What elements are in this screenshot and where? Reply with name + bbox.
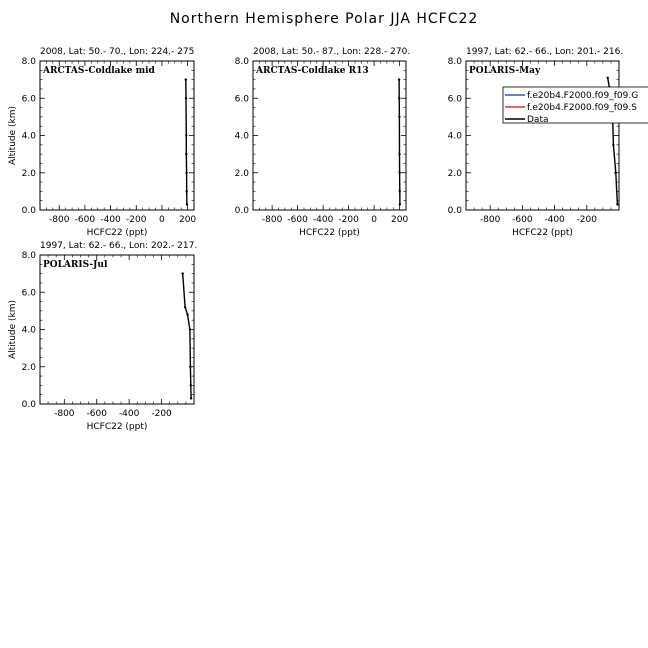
y-tick-label: 6.0 bbox=[234, 94, 249, 105]
y-tick-label: 0.0 bbox=[21, 400, 36, 410]
y-axis-label: Altitude (km) bbox=[8, 299, 18, 360]
chart-panel-1 bbox=[8, 47, 196, 238]
data-point bbox=[189, 366, 191, 368]
y-tick-label: 8.0 bbox=[21, 251, 36, 261]
y-tick-label: 6.0 bbox=[447, 94, 462, 105]
x-tick-label: -400 bbox=[118, 409, 140, 419]
legend bbox=[503, 87, 648, 125]
x-tick-label: -600 bbox=[287, 215, 308, 225]
y-tick-label: 8.0 bbox=[234, 57, 249, 67]
y-tick-label: 4.0 bbox=[21, 131, 36, 142]
plot-frame bbox=[466, 61, 619, 210]
legend-label: Data bbox=[527, 115, 549, 125]
x-tick-label: -600 bbox=[74, 215, 96, 225]
x-tick-label: -600 bbox=[512, 215, 533, 225]
x-tick-label: 0 bbox=[159, 215, 165, 225]
y-axis-label: Altitude (km) bbox=[8, 105, 18, 166]
y-tick-label: 4.0 bbox=[447, 131, 462, 142]
data-point bbox=[398, 153, 400, 155]
x-tick-label: -400 bbox=[312, 215, 334, 225]
x-axis-label: HCFC22 (ppt) bbox=[512, 228, 573, 238]
data-point bbox=[398, 97, 400, 99]
x-tick-label: -800 bbox=[54, 409, 75, 419]
y-tick-label: 2.0 bbox=[21, 362, 36, 373]
campaign-label: POLARIS-Jul bbox=[43, 260, 108, 270]
x-tick-label: -400 bbox=[100, 215, 121, 225]
data-point bbox=[607, 77, 609, 79]
panel-header: 1997, Lat: 62.- 66., Lon: 201.- 216. bbox=[466, 47, 624, 57]
data-point bbox=[184, 306, 186, 308]
x-tick-label: 0 bbox=[371, 215, 377, 225]
data-point bbox=[612, 144, 614, 146]
y-tick-label: 0.0 bbox=[234, 206, 249, 216]
data-point bbox=[190, 384, 192, 386]
y-tick-label: 6.0 bbox=[21, 288, 36, 299]
x-tick-label: -800 bbox=[261, 215, 283, 225]
legend-label: f.e20b4.F2000.f09_f09.S bbox=[527, 103, 637, 113]
y-tick-label: 4.0 bbox=[21, 325, 36, 336]
y-tick-label: 2.0 bbox=[21, 168, 36, 179]
y-tick-label: 8.0 bbox=[21, 57, 36, 67]
data-point bbox=[186, 313, 188, 315]
y-tick-label: 2.0 bbox=[234, 168, 249, 179]
plot-frame bbox=[40, 61, 194, 210]
campaign-label: ARCTAS-Coldlake R13 bbox=[256, 66, 369, 76]
panel-header: 1997, Lat: 62.- 66., Lon: 202.- 217. bbox=[40, 241, 198, 251]
data-point bbox=[399, 203, 401, 205]
data-point bbox=[398, 78, 400, 80]
y-tick-label: 6.0 bbox=[21, 94, 36, 105]
data-point bbox=[185, 190, 187, 192]
y-tick-label: 0.0 bbox=[21, 206, 36, 216]
data-point bbox=[181, 272, 183, 274]
x-tick-label: 200 bbox=[391, 215, 409, 225]
chart-panel-3 bbox=[448, 47, 624, 238]
x-tick-label: -800 bbox=[49, 215, 70, 225]
data-point bbox=[398, 116, 400, 118]
x-tick-label: -600 bbox=[86, 409, 107, 419]
x-tick-label: -200 bbox=[576, 215, 598, 225]
data-point bbox=[398, 172, 400, 174]
campaign-label: POLARIS-May bbox=[469, 66, 541, 76]
x-tick-label: -200 bbox=[338, 215, 359, 225]
x-tick-label: -200 bbox=[126, 215, 147, 225]
data-point bbox=[185, 97, 187, 99]
legend-label: f.e20b4.F2000.f09_f09.G bbox=[527, 91, 639, 101]
y-tick-label: 8.0 bbox=[447, 57, 462, 67]
x-axis-label: HCFC22 (ppt) bbox=[299, 228, 360, 238]
data-point bbox=[185, 153, 187, 155]
plot-frame bbox=[253, 61, 406, 210]
data-point bbox=[185, 78, 187, 80]
x-tick-label: 200 bbox=[178, 215, 197, 225]
data-point bbox=[189, 328, 191, 330]
y-tick-label: 4.0 bbox=[234, 131, 249, 142]
x-tick-label: -800 bbox=[479, 215, 501, 225]
x-axis-label: HCFC22 (ppt) bbox=[86, 228, 148, 238]
y-tick-label: 0.0 bbox=[447, 206, 462, 216]
chart-panel-4 bbox=[8, 241, 197, 432]
data-point bbox=[190, 397, 192, 399]
data-point bbox=[399, 190, 401, 192]
x-axis-label: HCFC22 (ppt) bbox=[86, 422, 148, 432]
data-point bbox=[185, 134, 187, 136]
campaign-label: ARCTAS-Coldlake mid bbox=[43, 66, 155, 76]
data-point bbox=[185, 172, 187, 174]
panel-header: 2008, Lat: 50.- 70., Lon: 224.- 275 bbox=[40, 47, 195, 57]
plot-frame bbox=[40, 255, 194, 404]
figure-title: Northern Hemisphere Polar JJA HCFC22 bbox=[169, 11, 479, 27]
data-point bbox=[186, 203, 188, 205]
data-point bbox=[615, 172, 617, 174]
chart-panel-2 bbox=[235, 47, 411, 238]
panel-header: 2008, Lat: 50.- 87., Lon: 228.- 270. bbox=[253, 47, 411, 57]
y-tick-label: 2.0 bbox=[447, 168, 462, 179]
data-point bbox=[616, 203, 618, 205]
x-tick-label: -400 bbox=[544, 215, 565, 225]
x-tick-label: -200 bbox=[151, 409, 172, 419]
